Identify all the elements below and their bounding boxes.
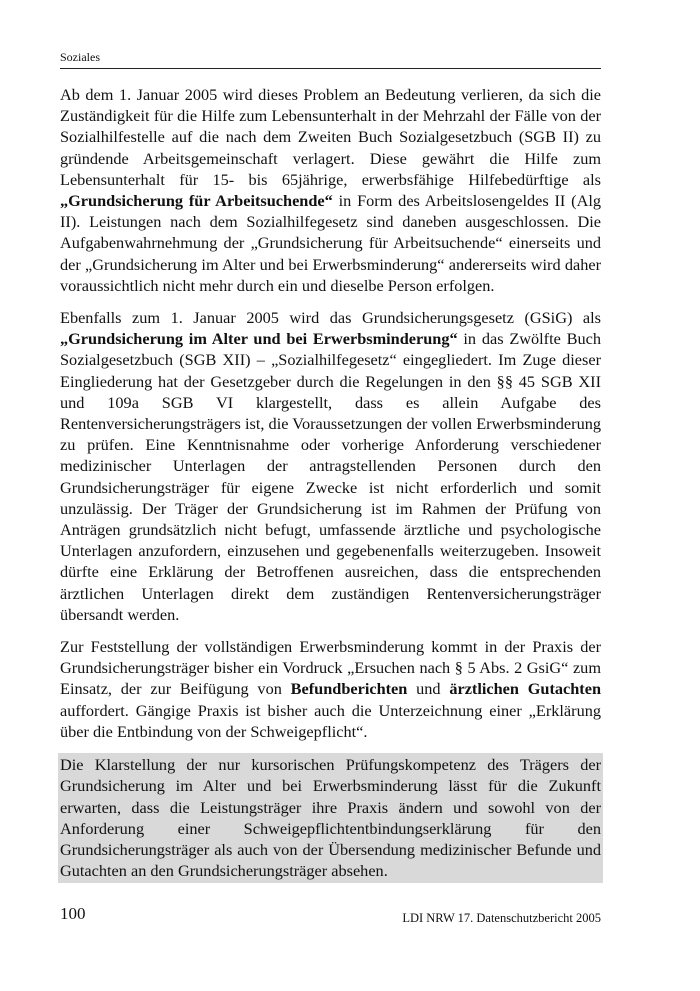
paragraph-3-text-a: Zur Feststellung der vollständigen Erwerbsminderung kommt in der Praxis der Grundsicherungsträger bisher ein Vordruck „Ersuchen nach § 5 Abs. 2 GsiG“ zum Einsatz, der zur Beifügung von: [60, 637, 601, 699]
paragraph-1-bold-term: „Grundsicherung für Arbeitsuchende“: [60, 191, 333, 211]
paragraph-3-bold-term-1: Befundberichten: [290, 679, 408, 699]
page-number: 100: [60, 904, 86, 923]
paragraph-2-text-c: in das Zwölfte Buch Sozialgesetzbuch (SGB XII) – „Sozialhilfegesetz“ eingegliedert. Im Zuge dieser Eingliederung hat der Gesetzgeber durch die Regelungen in den §§ 45 SGB XII und 109a SGB VI klargestellt, dass es allein Aufgabe des Rentenversicherungsträgers ist, die Voraussetzungen der vollen Erwerbsminderung zu prüfen. Eine Kenntnisnahme oder vorherige Anforderung verschiedener medizinischer Unterlagen der antragstellenden Personen durch den Grundsicherungsträger für eigene Zwecke ist nicht erforderlich und somit unzulässig. Der Träger der Grundsicherung ist im Rahmen der Prüfung von Anträgen grundsätzlich nicht befugt, umfassende ärztliche und psychologische Unterlagen anzufordern, einzusehen und gegebenenfalls weiterzugeben. Insoweit dürfte eine Erklärung der Betroffenen ausreichen, dass die entsprechenden ärztlichen Unterlagen direkt dem zuständigen Rentenversicherungsträger übersandt werden.: [60, 329, 601, 624]
running-header: [60, 50, 601, 69]
paragraph-3-bold-term-2: ärztlichen Gutachten: [449, 679, 601, 699]
paragraph-2-bold-term: „Grundsicherung im Alter und bei Erwerbsminderung“: [60, 329, 458, 349]
paragraph-4: Die Klarstellung der nur kursorischen Prüfungskompetenz des Trägers der Grundsicherung im Alter und bei Erwerbsminderung lässt für die Zukunft erwarten, dass die Leistungsträger ihre Praxis ändern und sowohl von der Anforderung einer Schweigepflichtentbindungserklärung für den Grundsicherungsträger als auch von der Übersendung medizinischer Befunde und Gutachten an den Grundsicherungsträger absehen.: [60, 755, 601, 881]
page-body: [60, 84, 601, 883]
publication-title: LDI NRW 17. Datenschutzbericht 2005: [402, 911, 601, 925]
paragraph-3: [60, 636, 601, 742]
section-title: Soziales: [60, 50, 100, 64]
paragraph-1: [60, 84, 601, 296]
paragraph-2: [60, 307, 601, 625]
highlighted-conclusion: [58, 753, 603, 883]
paragraph-3-text-e: auffordert. Gängige Praxis ist bisher auch die Unterzeichnung einer „Erklärung über die Entbindung von der Schweigepflicht“.: [60, 700, 601, 741]
paragraph-3-text-c: und: [407, 679, 450, 699]
paragraph-2-text-a: Ebenfalls zum 1. Januar 2005 wird das Grundsicherungsgesetz (GSiG) als: [60, 308, 601, 328]
paragraph-1-text-c: in Form des Arbeitslosengeldes II (Alg II). Leistungen nach dem Sozialhilfegesetz sind daneben ausgeschlossen. Die Aufgabenwahrnehmung der „Grundsicherung für Arbeitsuchende“ einerseits und der „Grundsicherung im Alter und bei Erwerbsminderung“ andererseits wird daher voraussichtlich nicht mehr durch ein und dieselbe Person erfolgen.: [60, 191, 602, 295]
paragraph-1-text-a: Ab dem 1. Januar 2005 wird dieses Problem an Bedeutung verlieren, da sich die Zuständigkeit für die Hilfe zum Lebensunterhalt in der Mehrzahl der Fälle von der Sozialhilfestelle auf die nach dem Zweiten Buch Sozialgesetzbuch (SGB II) zu gründende Arbeitsgemeinschaft verlagert. Diese gewährt die Hilfe zum Lebensunterhalt für 15- bis 65jährige, erwerbsfähige Hilfebedürftige als: [60, 85, 601, 189]
